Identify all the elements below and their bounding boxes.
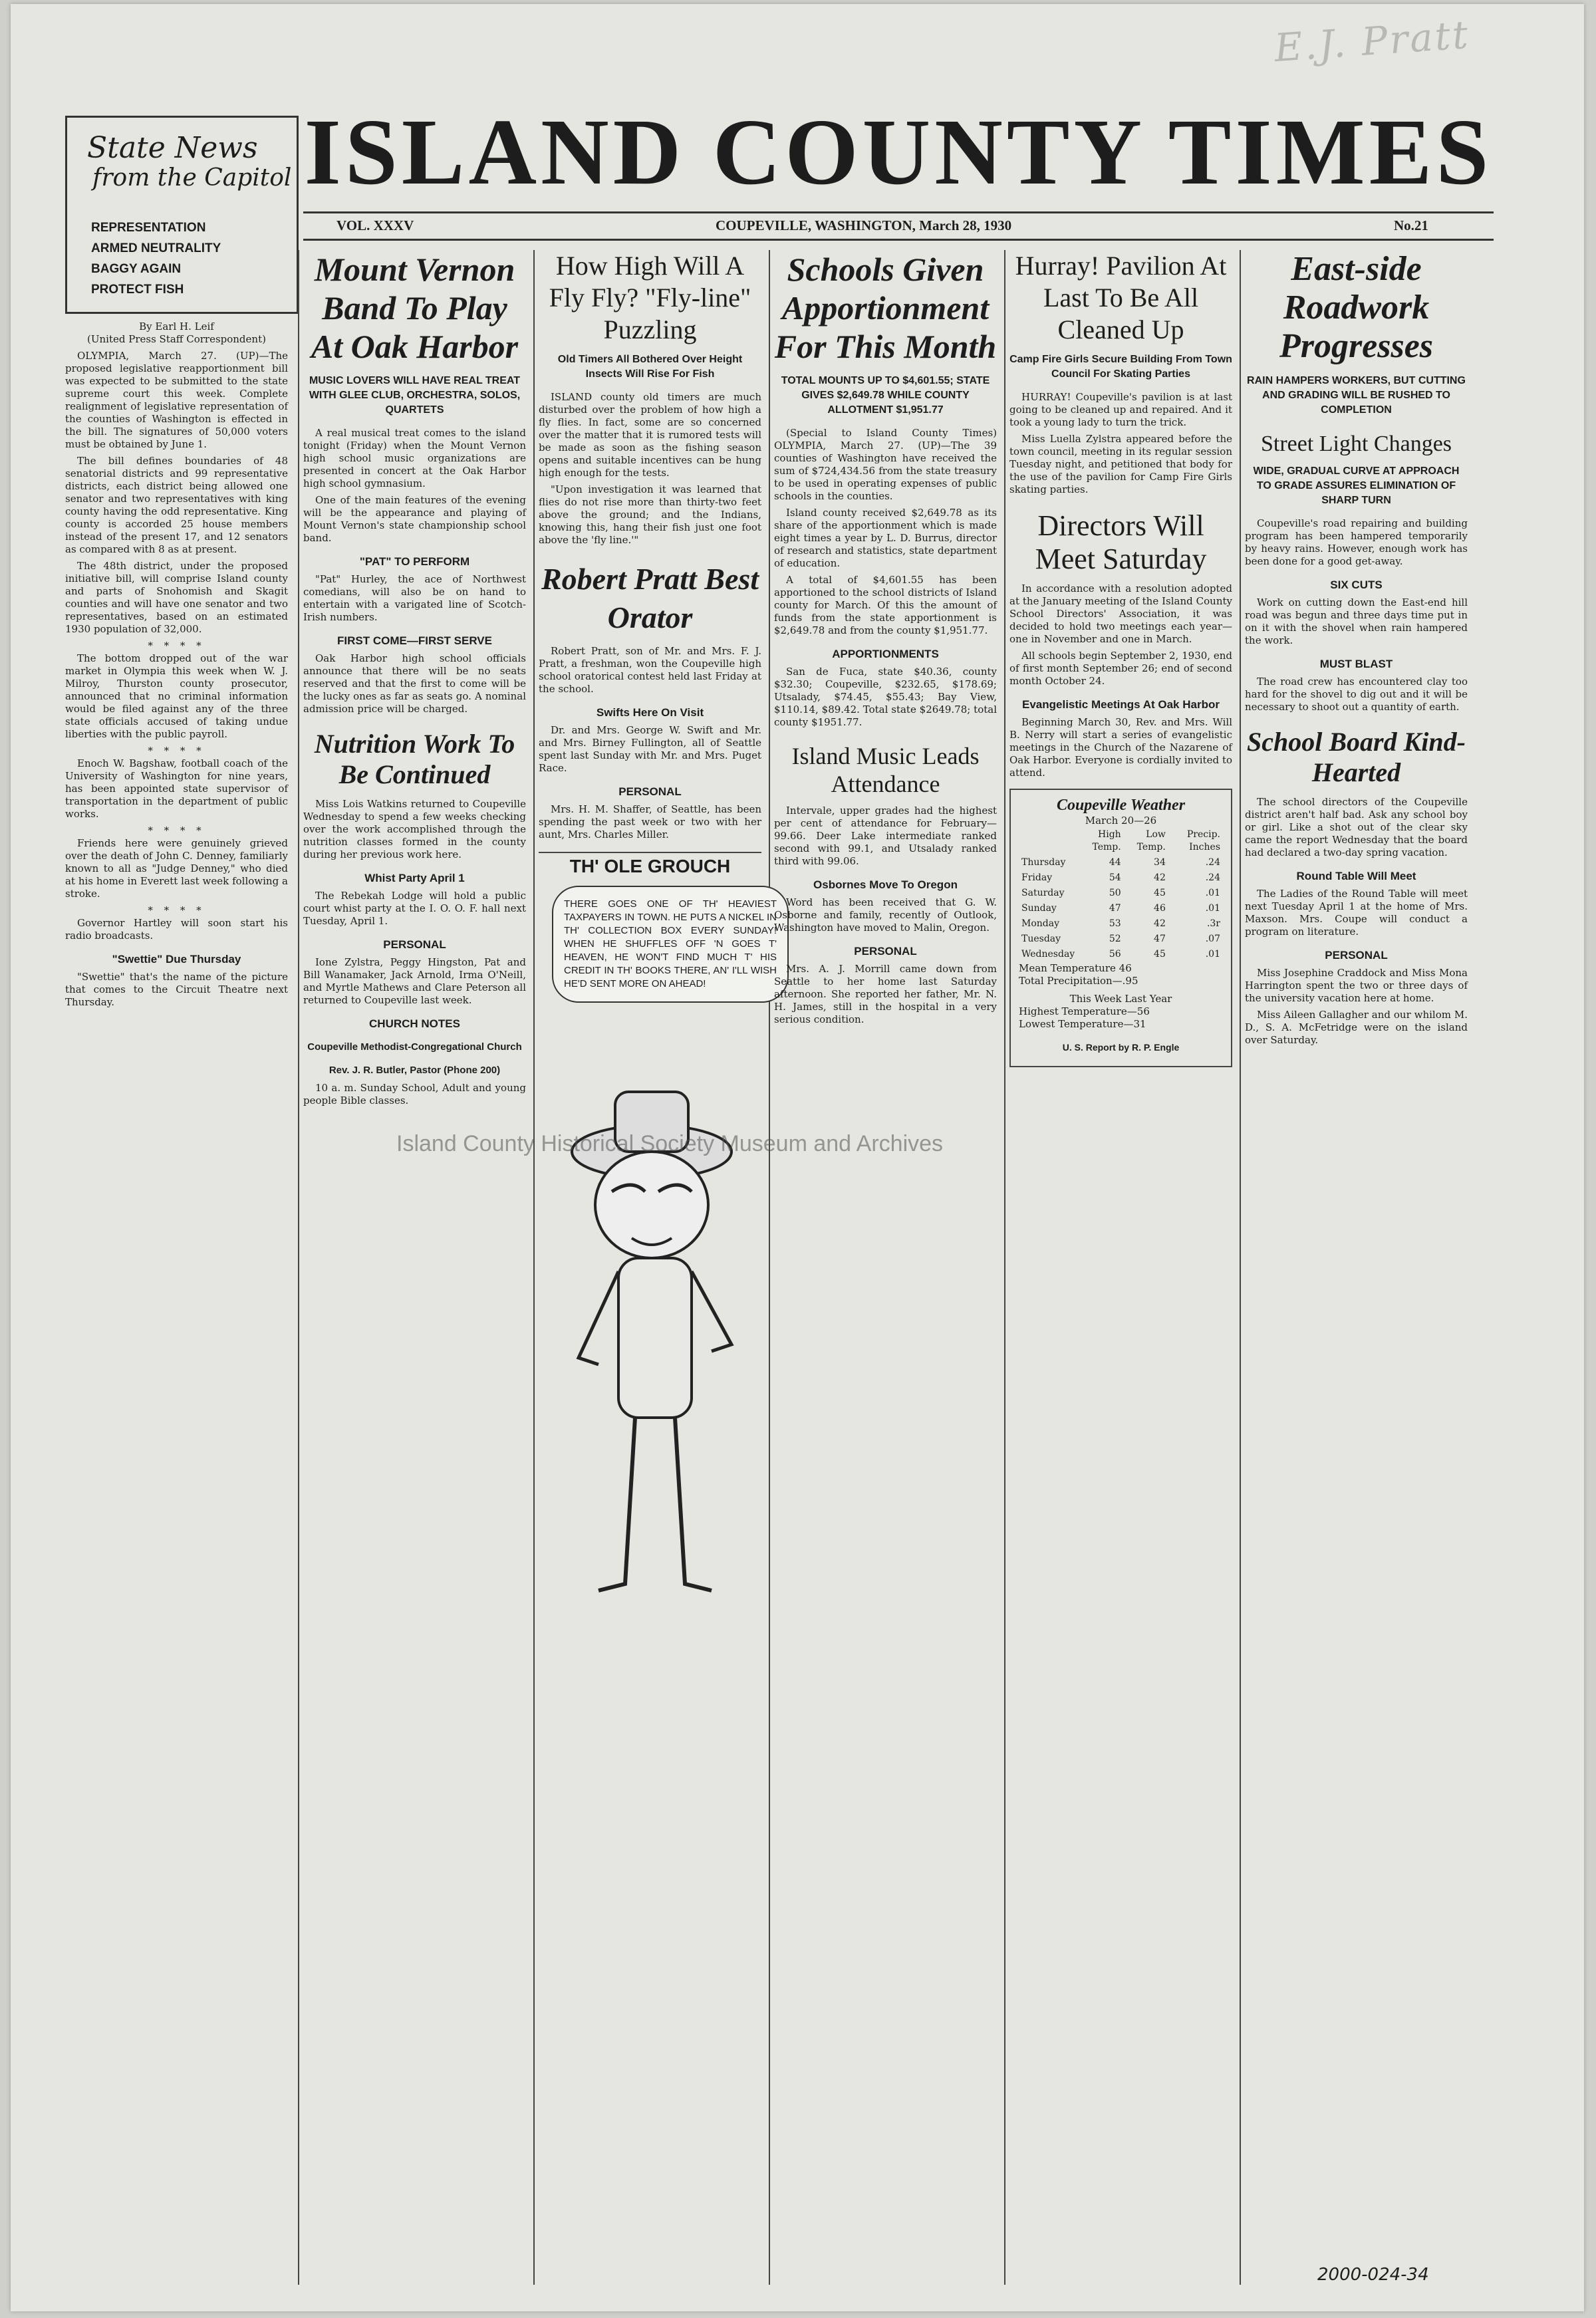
cartoon-speech-bubble: THERE GOES ONE OF TH' HEAVIEST TAXPAYERS IN TOWN. HE PUTS A NICKEL IN TH' COLLECTION BOX EVERY SUNDAY! WHEN HE SHUFFLES OFF 'N GOES T' HEAVEN, HE WON'T FIND MUCH T' HIS CREDIT IN TH' BOOKS THERE, AN' I'LL WISH HE'D SENT MORE ON AHEAD! <box>552 886 789 1003</box>
article-paragraph: "Pat" Hurley, the ace of Northwest comedians, will also be on hand to entertain with a varigated line of Scotch-Irish numbers. <box>303 573 526 623</box>
state-news-box <box>65 116 299 314</box>
article-paragraph: Beginning March 30, Rev. and Mrs. Will B. Nerry will start a series of evangelistic meetings in the Church of the Nazarene of Oak Harbor. Everyone is cordially invited to attend. <box>1009 716 1232 779</box>
article-paragraph: HURRAY! Coupeville's pavilion is at last going to be cleaned up and repaired. And it took a young lady to turn the trick. <box>1009 391 1232 428</box>
article-paragraph: Dr. and Mrs. George W. Swift and Mr. and Mrs. Birney Fullington, all of Seattle spent last Sunday with Mr. and Mrs. Puget Race. <box>539 724 761 774</box>
issue-number: No.21 <box>1394 217 1428 233</box>
weather-lowest: Lowest Temperature—31 <box>1019 1018 1146 1030</box>
archive-watermark: Island County Historical Society Museum and Archives <box>396 1131 944 1156</box>
article-paragraph: Robert Pratt, son of Mr. and Mrs. F. J. Pratt, a freshman, won the Coupeville high school oratorical contest held last Friday at the school. <box>539 645 761 695</box>
column-6 <box>1245 237 1468 1051</box>
article-paragraph: Mrs. A. J. Morrill came down from Seattle to her home last Saturday afternoon. She reported her father, Mr. N. H. James, still in the hospital in a very serious condition. <box>774 963 997 1025</box>
column-2 <box>303 237 526 1111</box>
article-paragraph: Work on cutting down the East-end hill road was begun and three days time put in on it with the shovel when rain hampered the work. <box>1245 596 1468 646</box>
masthead-title: ISLAND COUNTY TIMES <box>304 99 1493 204</box>
grouch-headline: TH' OLE GROUCH <box>539 852 761 872</box>
separator-stars: * * * * <box>148 640 205 652</box>
weather-row: Wednesday 56 45 .01 <box>1021 949 1220 960</box>
article-paragraph: The bottom dropped out of the war market in Olympia this week when W. J. Milroy, Thurston county prosecutor, announced that no criminal information would be filed against any of the three state officials accused of taking undue liberties with the public payroll. <box>65 652 288 740</box>
article-paragraph: The 48th district, under the proposed initiative bill, will comprise Island county and parts of Snohomish and Skagit counties and will have one senator and two representatives, based on an estimated 1930 population of 32,000. <box>65 560 288 635</box>
article-paragraph: Intervale, upper grades had the highest per cent of attendance for February—99.66. Deer Lake intermediate ranked second with 99.1, and Utsalady ranked third with 99.06. <box>774 805 997 867</box>
school-board-headline: School Board Kind-Hearted <box>1247 727 1466 787</box>
weather-dates: March 20—26 <box>1085 815 1157 827</box>
handwritten-signature: E.J. Pratt <box>1272 11 1472 71</box>
topic-item: BAGGY AGAIN <box>91 262 182 276</box>
round-table-headline: Round Table Will Meet <box>1296 870 1416 882</box>
personal-headline: PERSONAL <box>618 785 682 798</box>
article-paragraph: Governor Hartley will soon start his radio broadcasts. <box>65 917 288 942</box>
weather-row: Tuesday 52 47 .07 <box>1021 934 1220 944</box>
schools-subheadline: TOTAL MOUNTS UP TO $4,601.55; STATE GIVES $2,649.78 WHILE COUNTY ALLOTMENT $1,951.77 <box>781 375 990 416</box>
column-1 <box>65 317 288 1013</box>
article-paragraph: In accordance with a resolution adopted at the January meeting of the Island County School Directors' Association, it was decided to hold two meetings each year—one in November and one in March. <box>1009 582 1232 645</box>
weather-table <box>1019 827 1223 962</box>
column-5 <box>1009 237 1232 1067</box>
volume-label: VOL. XXXV <box>336 217 414 233</box>
column-3 <box>539 237 777 1710</box>
column-rule <box>533 250 535 2285</box>
article-paragraph: A total of $4,601.55 has been apportioned to the school districts of Island county for March. Of this the amount of funds from the state apportionment is $2,649.78 and from the county $1,951.77. <box>774 574 997 636</box>
church-notes-headline: CHURCH NOTES <box>369 1017 460 1030</box>
pavilion-headline: Hurray! Pavilion At Last To Be All Cleaned Up <box>1015 251 1227 344</box>
article-paragraph: (Special to Island County Times) OLYMPIA, March 27. (UP)—The 39 counties of Washington have received the sum of $724,434.56 from the state treasury to be used in operating expenses of public schools in the counties. <box>774 427 997 502</box>
music-headline: Island Music Leads Attendance <box>791 743 980 797</box>
article-paragraph: One of the main features of the evening will be the appearance and playing of Mount Vernon's state championship school band. <box>303 494 526 544</box>
state-news-subtitle: from the Capitol <box>92 164 292 192</box>
separator-stars: * * * * <box>148 904 205 916</box>
article-paragraph: The Rebekah Lodge will hold a public court whist party at the I. O. O. F. hall next Tuesday, April 1. <box>303 890 526 927</box>
weather-reporter: U. S. Report by R. P. Engle <box>1062 1042 1180 1053</box>
article-paragraph: Enoch W. Bagshaw, football coach of the University of Washington for nine years, has been appointed state supervisor of transportation in the department of public works. <box>65 757 288 820</box>
column-rule <box>1240 250 1241 2285</box>
article-paragraph: Friends here were genuinely grieved over the death of John C. Denney, familiarly known to all as "Judge Denney," who died at his home in Everett last week following a stroke. <box>65 837 288 900</box>
fly-headline: How High Will A Fly Fly? "Fly-line" Puzzling <box>549 251 751 344</box>
topic-item: PROTECT FISH <box>91 283 184 297</box>
weather-mean: Mean Temperature 46 <box>1019 962 1132 974</box>
church-name: Coupeville Methodist-Congregational Church <box>307 1041 522 1053</box>
article-paragraph: Miss Luella Zylstra appeared before the town council, meeting in its regular session Tuesday night, and petitioned that body for the use of the pavilion for Camp Fire Girls skating parties. <box>1009 433 1232 495</box>
personal-headline: PERSONAL <box>1325 949 1388 962</box>
separator-stars: * * * * <box>148 745 205 757</box>
weather-highest: Highest Temperature—56 <box>1019 1005 1150 1017</box>
swifts-headline: Swifts Here On Visit <box>596 706 704 719</box>
nutrition-headline: Nutrition Work To Be Continued <box>314 729 515 789</box>
article-paragraph: Oak Harbor high school officials announce that there will be no seats reserved and that the first to come will be the lucky ones as far as seats go. A nominal admission price will be charged. <box>303 652 526 715</box>
article-paragraph: The road crew has encountered clay too hard for the shovel to dig out and it will be necessary to shoot out a quantity of earth. <box>1245 676 1468 713</box>
topic-item: REPRESENTATION <box>91 221 206 235</box>
article-paragraph: "Upon investigation it was learned that flies do not rise more than thirty-two feet above the ground; and the Indians, knowing this, hang their fish just one foot above the 'fly line.'" <box>539 483 761 546</box>
article-paragraph: Miss Aileen Gallagher and our whilom M. D., S. A. McFetridge were on the island over Saturday. <box>1245 1009 1468 1046</box>
directors-headline: Directors Will Meet Saturday <box>1035 509 1207 575</box>
state-news-title: State News <box>87 131 258 165</box>
newspaper-page <box>11 4 1584 2311</box>
article-paragraph: OLYMPIA, March 27. (UP)—The proposed legislative reapportionment bill was expected to be submitted to the state supreme court this week. Complete realignment of legislative representation of the counties of Washington is effected in the bill. The signatures of 50,000 voters must be obtained by June 1. <box>65 350 288 450</box>
article-paragraph: Mrs. H. M. Shaffer, of Seattle, has been spending the past week or two with her aunt, Mrs. Charles Miller. <box>539 803 761 840</box>
whist-headline: Whist Party April 1 <box>364 872 465 884</box>
article-paragraph: ISLAND county old timers are much disturbed over the problem of how high a fly flies. In fact, some are so concerned over the matter that it is rumored tests will be made as soon as the fishing season opens and suitable incentives can be hung high enough for the tests. <box>539 391 761 479</box>
weather-header-row: High Temp. Low Temp. Precip. Inches <box>1092 829 1220 852</box>
article-paragraph: A real musical treat comes to the island tonight (Friday) when the Mount Vernon high school music organizations are presented in concert at the Oak Harbor high school gymnasium. <box>303 427 526 489</box>
schools-headline: Schools Given Apportionment For This Month <box>774 251 997 365</box>
state-news-topics <box>91 217 221 300</box>
article-paragraph: The bill defines boundaries of 48 senatorial districts and 99 representative districts, each district being allowed one senator and two representatives with king county having the odd representative. King county is accorded 25 house members instead of the present 17, and 12 senators as compared with 8 as at present. <box>65 455 288 555</box>
personal-headline: PERSONAL <box>854 945 917 958</box>
article-paragraph: Coupeville's road repairing and building program has been hampered temporarily by heavy rains. However, enough work has been done for a good get-away. <box>1245 517 1468 567</box>
section-subhead: FIRST COME—FIRST SERVE <box>337 634 492 647</box>
article-paragraph: San de Fuca, state $40.36, county $32.30; Coupeville, $232.65, $178.69; Utsalady, $74.45, $55.43; Bay View, $110.14, $89.42. Total state $2649.78; total county $1951.77. <box>774 666 997 728</box>
article-paragraph: The school directors of the Coupeville district aren't half bad. Ask any school boy or girl. Like a shot out of the clear sky came the report Wednesday that the board had declared a two-day spring vacation. <box>1245 796 1468 858</box>
church-pastor: Rev. J. R. Butler, Pastor (Phone 200) <box>329 1065 501 1076</box>
pratt-headline: Robert Pratt Best Orator <box>541 562 759 634</box>
article-paragraph: Miss Lois Watkins returned to Coupeville Wednesday to spend a few weeks checking over the work accomplished through the nutrition classes formed in the county during her previous work here. <box>303 798 526 860</box>
swettie-headline: "Swettie" Due Thursday <box>112 953 241 966</box>
section-subhead: SIX CUTS <box>1330 579 1383 591</box>
street-light-subheadline: WIDE, GRADUAL CURVE AT APPROACH TO GRADE ASSURES ELIMINATION OF SHARP TURN <box>1253 465 1460 506</box>
band-headline: Mount Vernon Band To Play At Oak Harbor <box>311 251 519 365</box>
weather-row: Friday 54 42 .24 <box>1021 872 1220 883</box>
section-subhead: MUST BLAST <box>1319 658 1393 670</box>
weather-row: Monday 53 42 .3r <box>1021 918 1220 929</box>
weather-last-year: This Week Last Year <box>1069 993 1172 1005</box>
weather-box <box>1009 789 1232 1067</box>
column-rule <box>298 250 299 2285</box>
article-paragraph: Island county received $2,649.78 as its share of the apportionment which is made eight times a year by L. D. Burrus, director of research and statistics, state department of education. <box>774 507 997 569</box>
article-paragraph: The Ladies of the Round Table will meet next Tuesday April 1 at the home of Mrs. Maxson. Mrs. Coupe will conduct a program on literature. <box>1245 888 1468 938</box>
roadwork-headline: East-side Roadwork Progresses <box>1279 250 1434 365</box>
topic-item: ARMED NEUTRALITY <box>91 241 221 255</box>
article-paragraph: Miss Josephine Craddock and Miss Mona Harrington spent the two or three days of the university vacation here at home. <box>1245 967 1468 1004</box>
evangelistic-headline: Evangelistic Meetings At Oak Harbor <box>1022 698 1220 711</box>
fly-subheadline: Old Timers All Bothered Over Height Insects Will Rise For Fish <box>557 354 743 380</box>
personal-headline: PERSONAL <box>383 938 446 951</box>
street-light-headline: Street Light Changes <box>1260 432 1452 456</box>
weather-precip: Total Precipitation—.95 <box>1019 975 1138 987</box>
place-date-label: COUPEVILLE, WASHINGTON, March 28, 1930 <box>716 217 1012 233</box>
section-subhead: "PAT" TO PERFORM <box>359 555 470 568</box>
column-rule <box>769 250 770 2285</box>
column-rule <box>1004 250 1005 2285</box>
column-4 <box>774 237 997 1030</box>
accession-number: 2000-024-34 <box>1317 2265 1429 2285</box>
weather-row: Thursday 44 34 .24 <box>1021 857 1220 868</box>
article-paragraph: "Swettie" that's the name of the picture that comes to the Circuit Theatre next Thursday. <box>65 971 288 1008</box>
weather-title: Coupeville Weather <box>1056 797 1186 814</box>
section-subhead: APPORTIONMENTS <box>832 648 939 660</box>
osborne-headline: Osbornes Move To Oregon <box>813 878 958 891</box>
weather-row: Saturday 50 45 .01 <box>1021 888 1220 898</box>
weather-row: Sunday 47 46 .01 <box>1021 903 1220 914</box>
agency-line: (United Press Staff Correspondent) <box>87 333 266 345</box>
pavilion-subheadline: Camp Fire Girls Secure Building From Town Council For Skating Parties <box>1009 354 1232 380</box>
grouch-cartoon <box>539 879 777 1710</box>
article-paragraph: Word has been received that G. W. Osborne and family, recently of Outlook, Washington have moved to Malin, Oregon. <box>774 896 997 934</box>
separator-stars: * * * * <box>148 825 205 837</box>
roadwork-subheadline: RAIN HAMPERS WORKERS, BUT CUTTING AND GRADING WILL BE RUSHED TO COMPLETION <box>1247 375 1466 416</box>
article-paragraph: All schools begin September 2, 1930, end of first month September 26; end of second month October 24. <box>1009 650 1232 687</box>
article-paragraph: Ione Zylstra, Peggy Hingston, Pat and Bill Wanamaker, Jack Arnold, Irma O'Neill, and Myrtle Mathews and Clare Peterson all returned to Coupeville last week. <box>303 956 526 1006</box>
band-subheadline: MUSIC LOVERS WILL HAVE REAL TREAT WITH GLEE CLUB, ORCHESTRA, SOLOS, QUARTETS <box>309 375 521 416</box>
byline: By Earl H. Leif <box>139 321 214 332</box>
article-paragraph: 10 a. m. Sunday School, Adult and young people Bible classes. <box>303 1082 526 1106</box>
